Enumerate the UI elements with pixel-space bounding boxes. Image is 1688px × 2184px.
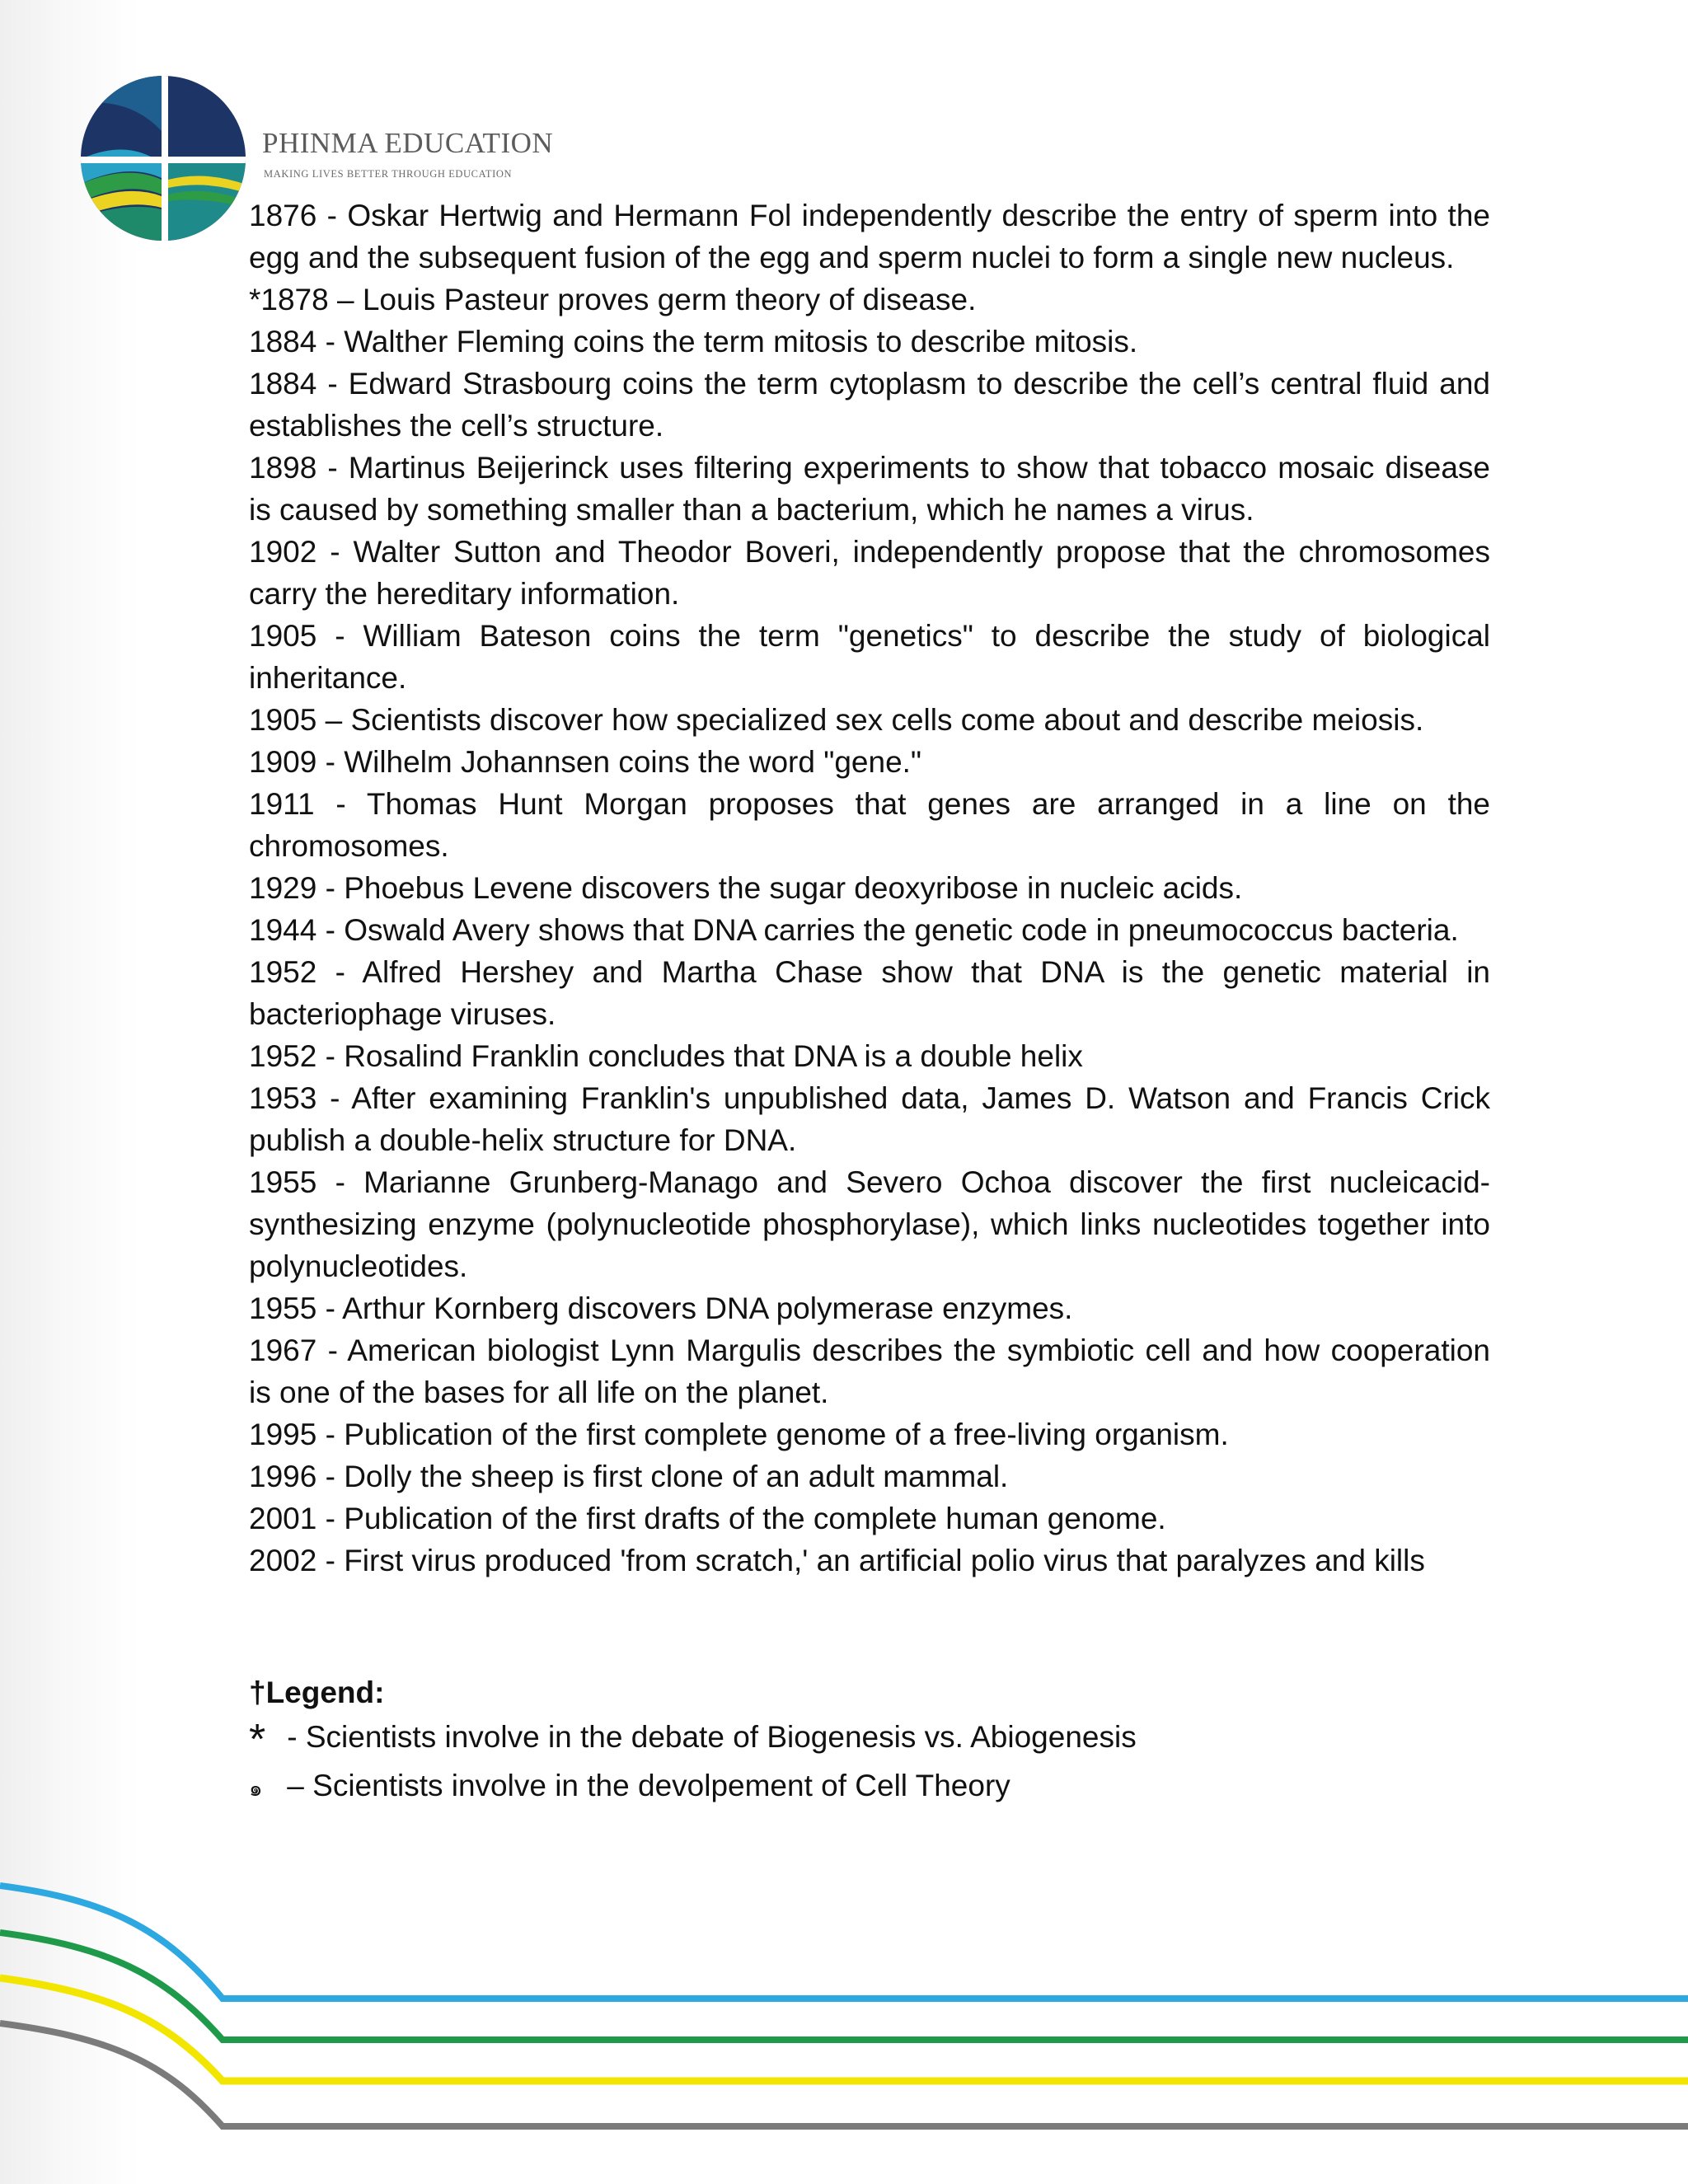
timeline-entry: 1953 - After examining Franklin's unpublished data, James D. Watson and Francis Crick publish a double-helix structure for DNA. bbox=[249, 1081, 1490, 1157]
legend-item-cell-theory bbox=[249, 1763, 1403, 1811]
timeline-entry: 1876 - Oskar Hertwig and Hermann Fol independently describe the entry of sperm into the egg and the subsequent fusion of the egg and sperm nuclei to form a single new nucleus. bbox=[249, 199, 1490, 274]
timeline-entry: 1955 - Arthur Kornberg discovers DNA polymerase enzymes. bbox=[249, 1291, 1073, 1325]
legend-title: †Legend: bbox=[249, 1675, 385, 1709]
cell-theory-symbol-icon: ๑ bbox=[249, 1776, 263, 1801]
legend-item-biogenesis bbox=[249, 1714, 1403, 1763]
legend-item-text: – Scientists involve in the devolpement of Cell Theory bbox=[279, 1769, 1010, 1802]
swoosh-blue-stripe bbox=[0, 1886, 1688, 1999]
timeline-entry: 1944 - Oswald Avery shows that DNA carries the genetic code in pneumococcus bacteria. bbox=[249, 913, 1459, 947]
footer-swoosh-decoration bbox=[0, 1854, 1688, 2184]
timeline-entry: 1929 - Phoebus Levene discovers the sugar deoxyribose in nucleic acids. bbox=[249, 871, 1243, 905]
swoosh-yellow-stripe bbox=[0, 1978, 1688, 2081]
timeline-entry: 1898 - Martinus Beijerinck uses filtering experiments to show that tobacco mosaic disease is caused by something smaller than a bacterium, which he names a virus. bbox=[249, 451, 1490, 527]
legend-item-text: - Scientists involve in the debate of Biogenesis vs. Abiogenesis bbox=[279, 1720, 1137, 1754]
timeline-entry: 2002 - First virus produced 'from scratch,' an artificial polio virus that paralyzes and kills bbox=[249, 1544, 1425, 1577]
timeline-entry: 1911 - Thomas Hunt Morgan proposes that genes are arranged in a line on the chromosomes. bbox=[249, 787, 1490, 863]
timeline-entry: *1878 – Louis Pasteur proves germ theory of disease. bbox=[249, 283, 977, 316]
swoosh-green-stripe bbox=[0, 1933, 1688, 2040]
logo-tagline: MAKING LIVES BETTER THROUGH EDUCATION bbox=[264, 168, 513, 180]
timeline-entry: 1905 – Scientists discover how specialized sex cells come about and describe meiosis. bbox=[249, 703, 1424, 737]
timeline-entry: 1952 - Alfred Hershey and Martha Chase show that DNA is the genetic material in bacteriophage viruses. bbox=[249, 955, 1490, 1031]
timeline-entry: 1905 - William Bateson coins the term "genetics" to describe the study of biological inheritance. bbox=[249, 619, 1490, 695]
timeline-entry: 1952 - Rosalind Franklin concludes that DNA is a double helix bbox=[249, 1039, 1083, 1073]
timeline-entry: 1967 - American biologist Lynn Margulis describes the symbiotic cell and how cooperation is one of the bases for all life on the planet. bbox=[249, 1333, 1490, 1409]
timeline-entry: 1884 - Edward Strasbourg coins the term cytoplasm to describe the cell’s central fluid and establishes the cell’s structure. bbox=[249, 367, 1490, 443]
timeline-entry: 1884 - Walther Fleming coins the term mitosis to describe mitosis. bbox=[249, 325, 1138, 359]
asterisk-icon: * bbox=[249, 1716, 266, 1764]
legend bbox=[249, 1671, 1403, 1811]
timeline-entry: 1996 - Dolly the sheep is first clone of an adult mammal. bbox=[249, 1460, 1009, 1493]
timeline-entry: 2001 - Publication of the first drafts of the complete human genome. bbox=[249, 1502, 1166, 1535]
timeline-entry: 1902 - Walter Sutton and Theodor Boveri, independently propose that the chromosomes carry the hereditary information. bbox=[249, 535, 1490, 611]
timeline-entry: 1955 - Marianne Grunberg-Manago and Severo Ochoa discover the first nucleicacid-synthesizing enzyme (polynucleotide phosphorylase), which links nucleotides together into polynucleotides. bbox=[249, 1165, 1490, 1283]
logo-name: PHINMA EDUCATION bbox=[262, 127, 554, 159]
timeline-entry: 1909 - Wilhelm Johannsen coins the word "gene." bbox=[249, 745, 922, 779]
timeline-list bbox=[249, 194, 1490, 1582]
timeline-entry: 1995 - Publication of the first complete genome of a free-living organism. bbox=[249, 1418, 1229, 1451]
phinma-globe-icon bbox=[76, 71, 251, 246]
